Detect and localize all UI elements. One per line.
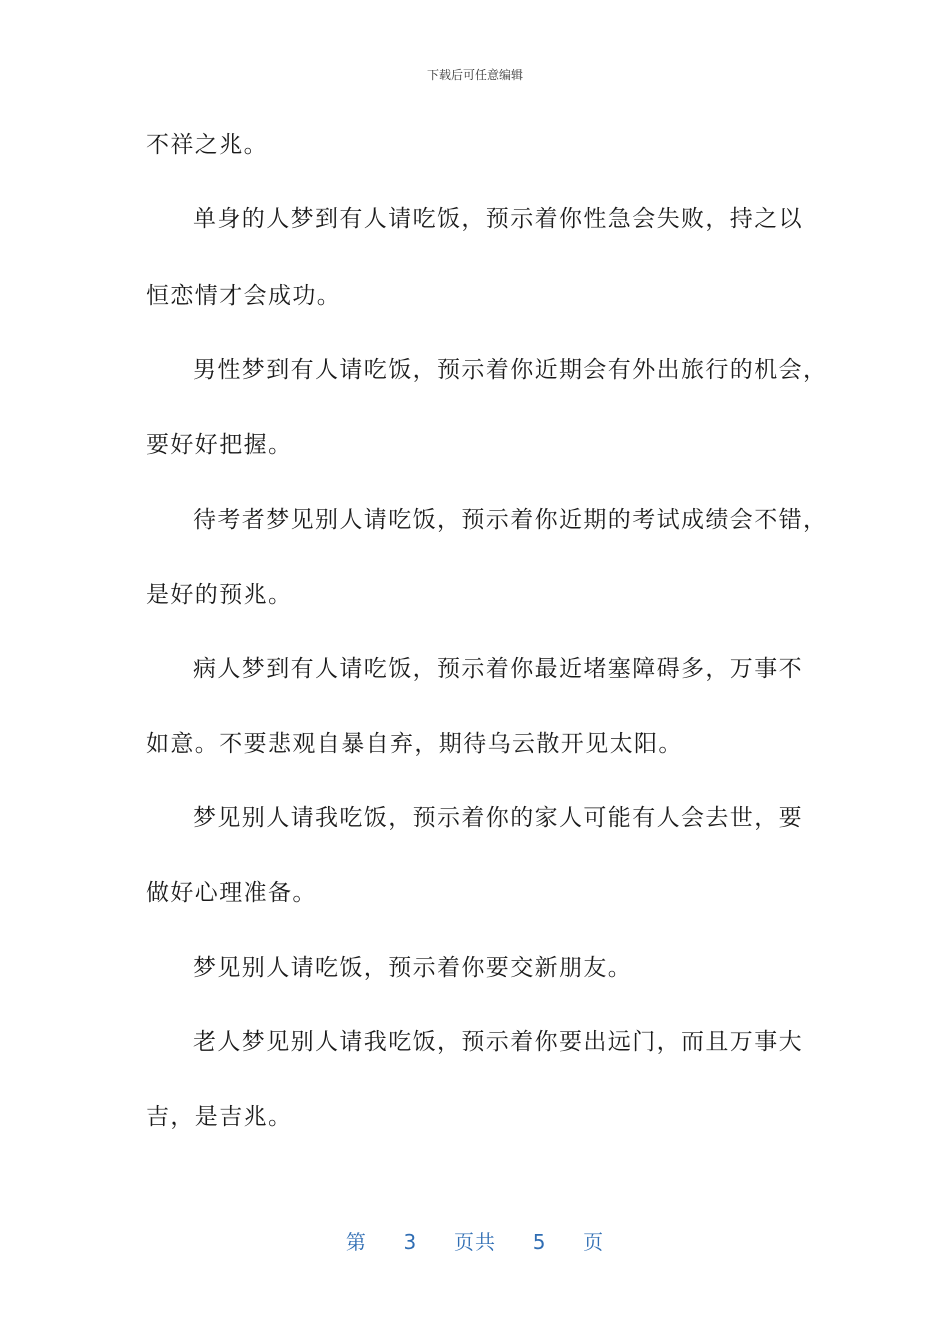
- paragraph-start: 老人梦见别人请我吃饭，预示着你要出远门，而且万事大: [193, 1029, 803, 1055]
- paragraph-start: 待考者梦见别人请吃饭，预示着你近期的考试成绩会不错，: [193, 507, 828, 533]
- paragraph-start: 病人梦到有人请吃饭，预示着你最近堵塞障碍多，万事不: [193, 656, 803, 682]
- paragraph-start: 单身的人梦到有人请吃饭，预示着你性急会失败，持之以: [193, 206, 803, 232]
- current-page: 3: [403, 1230, 418, 1254]
- page-suffix: 页: [583, 1230, 605, 1254]
- text-line: 不祥之兆。: [146, 132, 268, 158]
- page-number: [0, 1226, 950, 1255]
- page-prefix: 第: [345, 1230, 367, 1254]
- paragraph-start: 男性梦到有人请吃饭，预示着你近期会有外出旅行的机会，: [193, 357, 828, 383]
- text-line: 要好好把握。: [146, 432, 293, 458]
- page-middle: 页共: [454, 1230, 496, 1254]
- paragraph-start: 梦见别人请吃饭，预示着你要交新朋友。: [193, 955, 633, 981]
- text-line: 是好的预兆。: [146, 582, 293, 608]
- text-line: 如意。不要悲观自暴自弃，期待乌云散开见太阳。: [146, 731, 683, 757]
- download-note: 下载后可任意编辑: [426, 68, 523, 82]
- text-line: 恒恋情才会成功。: [146, 283, 342, 309]
- text-line: 吉，是吉兆。: [146, 1104, 293, 1130]
- text-line: 做好心理准备。: [146, 880, 317, 906]
- total-pages: 5: [532, 1230, 547, 1254]
- paragraph-start: 梦见别人请我吃饭，预示着你的家人可能有人会去世，要: [193, 805, 803, 831]
